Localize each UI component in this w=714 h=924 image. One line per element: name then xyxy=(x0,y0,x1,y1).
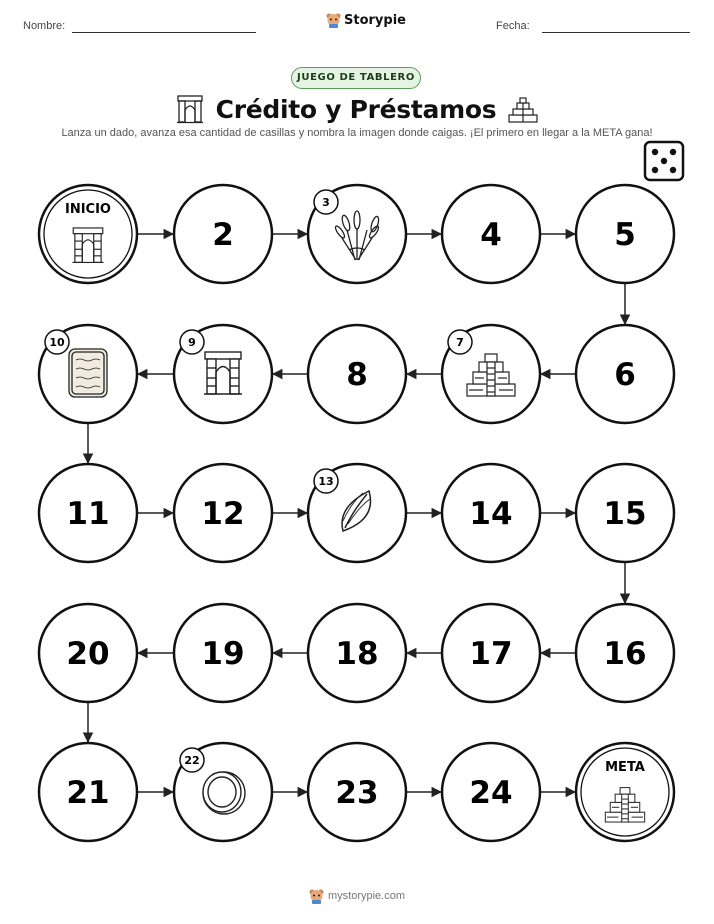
clay-tablet-icon xyxy=(69,349,107,397)
footer-url: mystorypie.com xyxy=(327,890,406,902)
board-cell-10 xyxy=(39,325,137,423)
cell-number: 3 xyxy=(322,196,330,209)
board-cell-12 xyxy=(174,464,272,562)
board-cell-18 xyxy=(308,604,406,702)
board-cell-16 xyxy=(576,604,674,702)
board-cell-14 xyxy=(442,464,540,562)
board-cell-goal xyxy=(576,743,674,841)
board-cell-8 xyxy=(308,325,406,423)
cell-number: 19 xyxy=(201,636,245,672)
cell-number: 16 xyxy=(603,636,647,672)
board-cell-2 xyxy=(174,185,272,283)
cell-number: 11 xyxy=(66,496,110,532)
board-cell-13 xyxy=(308,464,406,562)
dice-icon xyxy=(645,142,683,180)
board-cell-7 xyxy=(442,325,540,423)
cell-number: 24 xyxy=(469,775,513,811)
board-cell-21 xyxy=(39,743,137,841)
cell-number: 7 xyxy=(456,336,464,349)
date-label: Fecha: xyxy=(496,20,530,32)
cell-number: 9 xyxy=(188,336,196,349)
instructions: Lanza un dado, avanza esa cantidad de casillas y nombra la imagen donde caigas. ¡El primero en llegar a la META gana! xyxy=(61,127,653,139)
name-label: Nombre: xyxy=(23,20,66,32)
board-cell-4 xyxy=(442,185,540,283)
board-cell-11 xyxy=(39,464,137,562)
cell-number: 4 xyxy=(480,217,502,253)
cell-label: META xyxy=(605,760,645,775)
storypie-logo-icon xyxy=(309,888,324,904)
footer xyxy=(0,888,714,904)
cell-number: 23 xyxy=(335,775,379,811)
cell-number: 13 xyxy=(318,475,334,488)
board-cell-5 xyxy=(576,185,674,283)
board-cell-6 xyxy=(576,325,674,423)
cell-number: 10 xyxy=(49,336,65,349)
cell-number: 12 xyxy=(201,496,245,532)
board-cell-9 xyxy=(174,325,272,423)
cell-number: 14 xyxy=(469,496,513,532)
board-cell-15 xyxy=(576,464,674,562)
cell-number: 20 xyxy=(66,636,110,672)
board-cell-19 xyxy=(174,604,272,702)
board-cell-17 xyxy=(442,604,540,702)
board-cell-22 xyxy=(174,743,272,841)
brand-name: Storypie xyxy=(344,12,406,28)
board-cell-24 xyxy=(442,743,540,841)
board-cells xyxy=(39,185,674,841)
coin-icon xyxy=(203,772,245,814)
cell-number: 21 xyxy=(66,775,110,811)
board-cell-23 xyxy=(308,743,406,841)
game-type-badge: JUEGO DE TABLERO xyxy=(291,67,421,89)
cell-number: 18 xyxy=(335,636,379,672)
title-text: Crédito y Préstamos xyxy=(215,94,497,124)
board-cell-20 xyxy=(39,604,137,702)
cell-number: 6 xyxy=(614,357,636,393)
cell-label: INICIO xyxy=(65,202,111,217)
board-cell-start xyxy=(39,185,137,283)
cell-number: 5 xyxy=(614,217,636,253)
cell-number: 15 xyxy=(603,496,647,532)
cell-number: 22 xyxy=(184,754,200,767)
cell-number: 8 xyxy=(346,357,368,393)
cell-number: 2 xyxy=(212,217,234,253)
cell-number: 17 xyxy=(469,636,513,672)
board-cell-3 xyxy=(308,185,406,283)
